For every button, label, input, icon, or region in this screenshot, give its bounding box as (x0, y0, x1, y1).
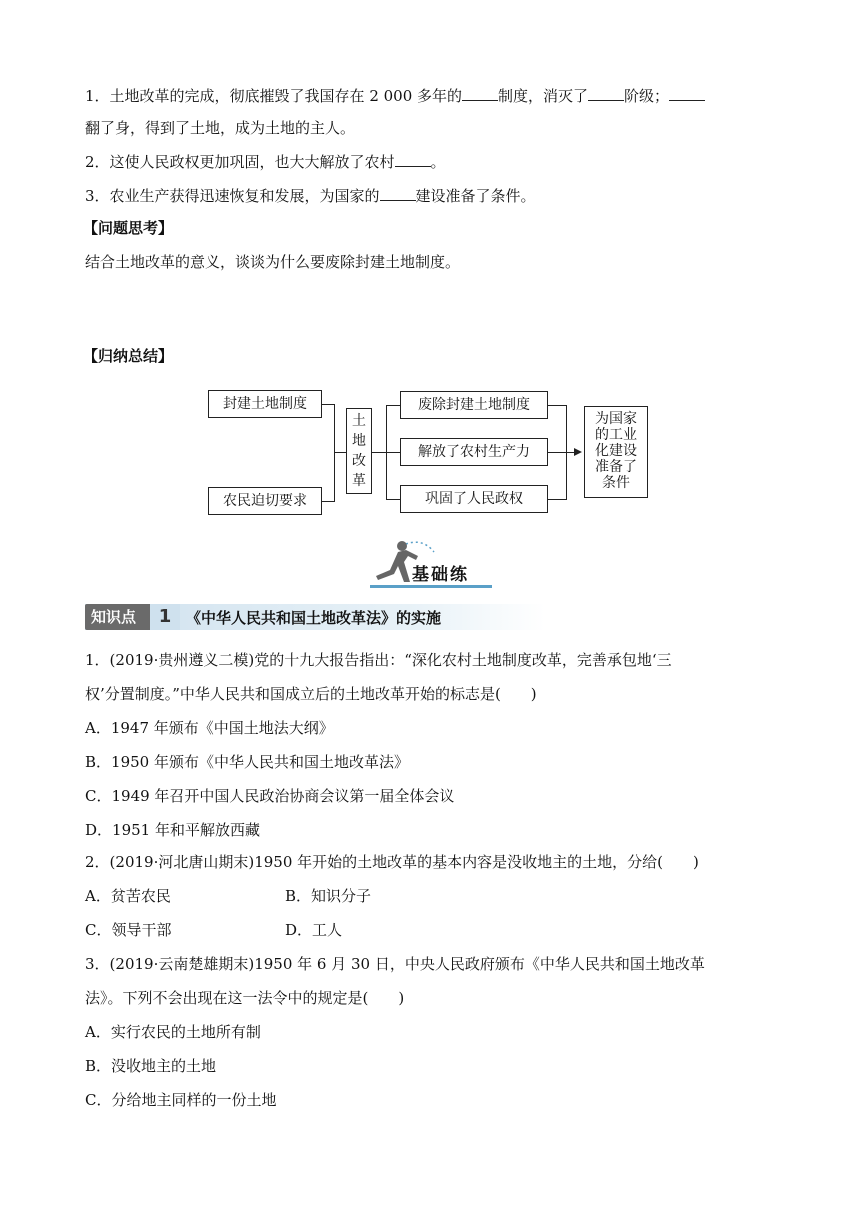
q1-option-c[interactable]: C．1949 年召开中国人民政治协商会议第一届全体会议 (85, 787, 455, 805)
text: 为国家 (595, 411, 637, 427)
q2-option-b[interactable]: B．知识分子 (285, 887, 372, 905)
q2-stem: 2．(2019·河北唐山期末)1950 年开始的土地改革的基本内容是没收地主的土地，分给( ) (85, 853, 699, 871)
text: 。 (430, 153, 446, 171)
answer-blank[interactable] (395, 152, 431, 167)
knowledge-point-number: 1 (150, 604, 180, 630)
cause-top-box: 封建土地制度 (208, 390, 322, 418)
arrow-icon (574, 448, 582, 456)
q2-options-row-2 (85, 920, 485, 940)
text: 土地改革的完成，彻底摧毁了我国存在 2 000 多年的 (109, 87, 463, 105)
char: 地 (352, 433, 366, 449)
char: 改 (352, 453, 366, 469)
land-reform-box (346, 408, 372, 494)
text: 的工业 (595, 427, 637, 443)
q1-option-a[interactable]: A．1947 年颁布《中国土地法大纲》 (85, 719, 334, 737)
text: 阶级； (624, 87, 670, 105)
text: 条件 (602, 475, 630, 491)
knowledge-point-title: 《中华人民共和国土地改革法》的实施 (186, 609, 442, 627)
text: 3．农业生产获得迅速恢复和发展，为国家的 (85, 187, 380, 205)
q1-stem: 1．(2019·贵州遵义二模)党的十九大报告指出：“深化农村土地制度改革，完善承包地‘三 (85, 651, 672, 669)
q3-option-c[interactable]: C．分给地主同样的一份土地 (85, 1091, 277, 1109)
q2-options-row-1 (85, 886, 485, 906)
char: 土 (352, 413, 366, 429)
text: 准备了 (595, 459, 637, 475)
answer-blank[interactable] (588, 86, 624, 101)
q2-option-a[interactable]: A．贫苦农民 (85, 887, 171, 905)
char: 革 (352, 473, 366, 489)
q3-stem: 3．(2019·云南楚雄期末)1950 年 6 月 30 日，中央人民政府颁布《中华人民共和国土地改革 (85, 955, 705, 973)
result-box (584, 406, 648, 498)
intro-line-2 (85, 152, 446, 172)
text: 化建设 (595, 443, 637, 459)
answer-blank[interactable] (669, 86, 705, 101)
q1-option-b[interactable]: B．1950 年颁布《中华人民共和国土地改革法》 (85, 753, 409, 771)
effect-2-box: 解放了农村生产力 (400, 438, 548, 466)
banner-underline (370, 585, 492, 588)
item-number: 1． (85, 87, 110, 105)
q3-option-a[interactable]: A．实行农民的土地所有制 (85, 1023, 261, 1041)
text: 2．这使人民政权更加巩固，也大大解放了农村 (85, 153, 395, 171)
thinking-question: 结合土地改革的意义，谈谈为什么要废除封建土地制度。 (85, 253, 461, 271)
effect-1-box: 废除封建土地制度 (400, 391, 548, 419)
answer-blank[interactable] (462, 86, 498, 101)
effect-3-box: 巩固了人民政权 (400, 485, 548, 513)
q1-stem-cont: 权’分置制度。”中华人民共和国成立后的土地改革开始的标志是( ) (85, 685, 537, 703)
q3-stem-cont: 法》。下列不会出现在这一法令中的规定是( ) (85, 989, 405, 1007)
knowledge-point-tag: 知识点 (85, 604, 167, 630)
answer-blank[interactable] (380, 186, 416, 201)
q3-option-b[interactable]: B．没收地主的土地 (85, 1057, 217, 1075)
text: 制度，消灭了 (498, 87, 589, 105)
summary-heading: 【归纳总结】 (83, 347, 174, 365)
q2-option-c[interactable]: C．领导干部 (85, 921, 172, 939)
cause-bottom-box: 农民迫切要求 (208, 487, 322, 515)
thinking-heading: 【问题思考】 (83, 219, 174, 237)
text: 建设准备了条件。 (415, 187, 536, 205)
intro-line-1-cont (85, 118, 355, 138)
q2-option-d[interactable]: D．工人 (285, 921, 343, 939)
q1-option-d[interactable]: D．1951 年和平解放西藏 (85, 821, 260, 839)
intro-line-1 (85, 86, 705, 106)
text: 翻了身，得到了土地，成为土地的主人。 (85, 119, 356, 137)
intro-line-3 (85, 186, 536, 206)
banner-title: 基础练 (412, 565, 469, 585)
